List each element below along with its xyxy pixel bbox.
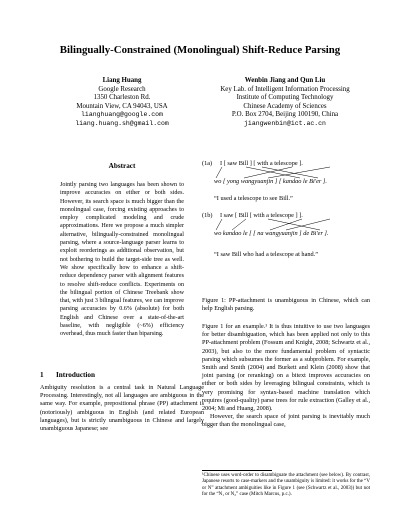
alignment-line (268, 167, 330, 178)
alignment-line (244, 167, 292, 178)
example-translation: wo kandao le [ [ na wangyuanjin ] de Bi'er ]. (214, 230, 329, 237)
abstract-text: Jointly parsing two languages has been shown to improve accuracies on either or both sides. However, its search space is much bigger than the monolingual case, forcing existing approaches to employ complicated modeling and crude approximations. Here we propose a much simpler alternative, bilingually-constrained monolingual parsing, where a source-language parser learns to exploit reorderings as additional observation, but not bothering to build the target-side tree as well. We show specifically how to enhance a shift-reduce dependency parser with alignment features to resolve shift-reduce conflicts. Experiments on the bilingual portion of Chinese Treebank show that, with just 3 bilingual features, we can improve parsing accuracies by 0.6% (absolute) for both English and Chinese over a state-of-the-art baseline, with negligible (~6%) efficiency overhead, thus much faster than biparsing. (60, 182, 184, 338)
affiliation-line: Institute of Computing Technology (236, 94, 334, 102)
paragraph: Figure 1 for an example.¹ It is thus intuitive to use two languages for better disambiguation, which has been applied not only to this PP-attachment problem (Fossum and Knight, 2008; Schwartz et al., 2003), but also to the more fundamental problem of syntactic parsing which subsumes the former as a subproblem. For example, Smith and Smith (2004) and Burkett and Klein (2008) show that joint parsing (or reranking) on a bitext improves accuracies on either or both sides by leveraging bilingual constraints, which is very promising for syntax-based machine translation which requires (good-quality) parse trees for rule extraction (Galley et al., 2004; Mi and Huang, 2008). (202, 323, 370, 413)
section-heading (40, 371, 204, 379)
affiliation-line: Mountain View, CA 94043, USA (76, 102, 168, 110)
affiliation-line: Chinese Academy of Sciences (243, 102, 327, 110)
abstract-heading: Abstract (108, 162, 136, 170)
example-tag: (1b) (202, 212, 213, 219)
author-block-2 (200, 77, 370, 129)
affiliation-line: Google Research (98, 85, 146, 93)
example-gloss: “I used a telescope to see Bill.” (214, 195, 293, 202)
paragraph: However, the search space of joint parsing is inevitably much bigger than the monolingual case, (202, 413, 370, 429)
example-1b-english (202, 212, 303, 219)
alignment-line (262, 167, 318, 178)
example-1b-chinese (214, 230, 329, 237)
intro-paragraph: Ambiguity resolution is a central task in Natural Language Processing. Interestingly, not all languages are ambiguous in the same way. For example, prepositional phrase (PP) attachment is (notoriously) ambiguous in English (and related European languages), but is strictly unambiguous in Chinese and largely unambiguous Japanese; see (40, 384, 204, 433)
alignment-line (270, 219, 302, 230)
example-1b-gloss (214, 251, 318, 258)
example-gloss: “I saw Bill who had a telescope at hand.” (214, 251, 319, 258)
example-sentence: I [ saw Bill ] [ with a telescope ]. (220, 160, 303, 167)
section-title: Introduction (56, 371, 96, 379)
example-translation: wo [ yong wangyuanjin ] [ kandao le Bi'er ]. (214, 178, 327, 185)
email[interactable]: lianghuang@google.com (81, 111, 163, 119)
affiliation-line: P.O. Box 2704, Beijing 100190, China (231, 111, 339, 119)
email[interactable]: jiangwenbin@ict.ac.cn (244, 119, 326, 127)
example-tag: (1a) (202, 160, 213, 167)
author-block-1 (40, 77, 204, 129)
footnote: ¹Chinese uses word-order to disambiguate the attachment (see below). By contrast, Japanese resorts to case-markers and the unambiguity is limited: it works for the “V or N” attachment ambiguities like in Figure 1 (see (Schwartz et al., 2003)) but not for the “N₁ or N₂” case (Mitch Marcus, p.c.). (202, 473, 370, 497)
right-column-text (202, 323, 370, 430)
alignment-line (216, 167, 222, 178)
alignment-line (232, 219, 246, 230)
alignment-line (216, 219, 222, 230)
figure-caption: Figure 1: PP-attachment is unambiguous in Chinese, which can help English parsing. (202, 297, 370, 313)
email[interactable]: liang.huang.sh@gmail.com (75, 119, 169, 127)
example-1a-chinese (214, 178, 327, 185)
affiliation-line: 1350 Charleston Rd. (93, 94, 151, 102)
example-1a-english (202, 160, 303, 167)
author-name: Wenbin Jiang and Qun Liu (244, 77, 326, 84)
author-name: Liang Huang (102, 77, 142, 84)
example-sentence: I saw [ Bill [ with a telescope ] ]. (220, 212, 303, 219)
affiliation-line: Key Lab. of Intelligent Information Processing (220, 85, 350, 93)
section-number: 1 (40, 371, 44, 379)
example-1a-gloss (214, 195, 293, 202)
alignment-line (268, 219, 320, 230)
paper-title: Bilingually-Constrained (Monolingual) Shift-Reduce Parsing (59, 44, 341, 56)
alignment-line (286, 219, 330, 230)
alignment-line (246, 167, 300, 178)
footnote-rule (202, 470, 272, 471)
